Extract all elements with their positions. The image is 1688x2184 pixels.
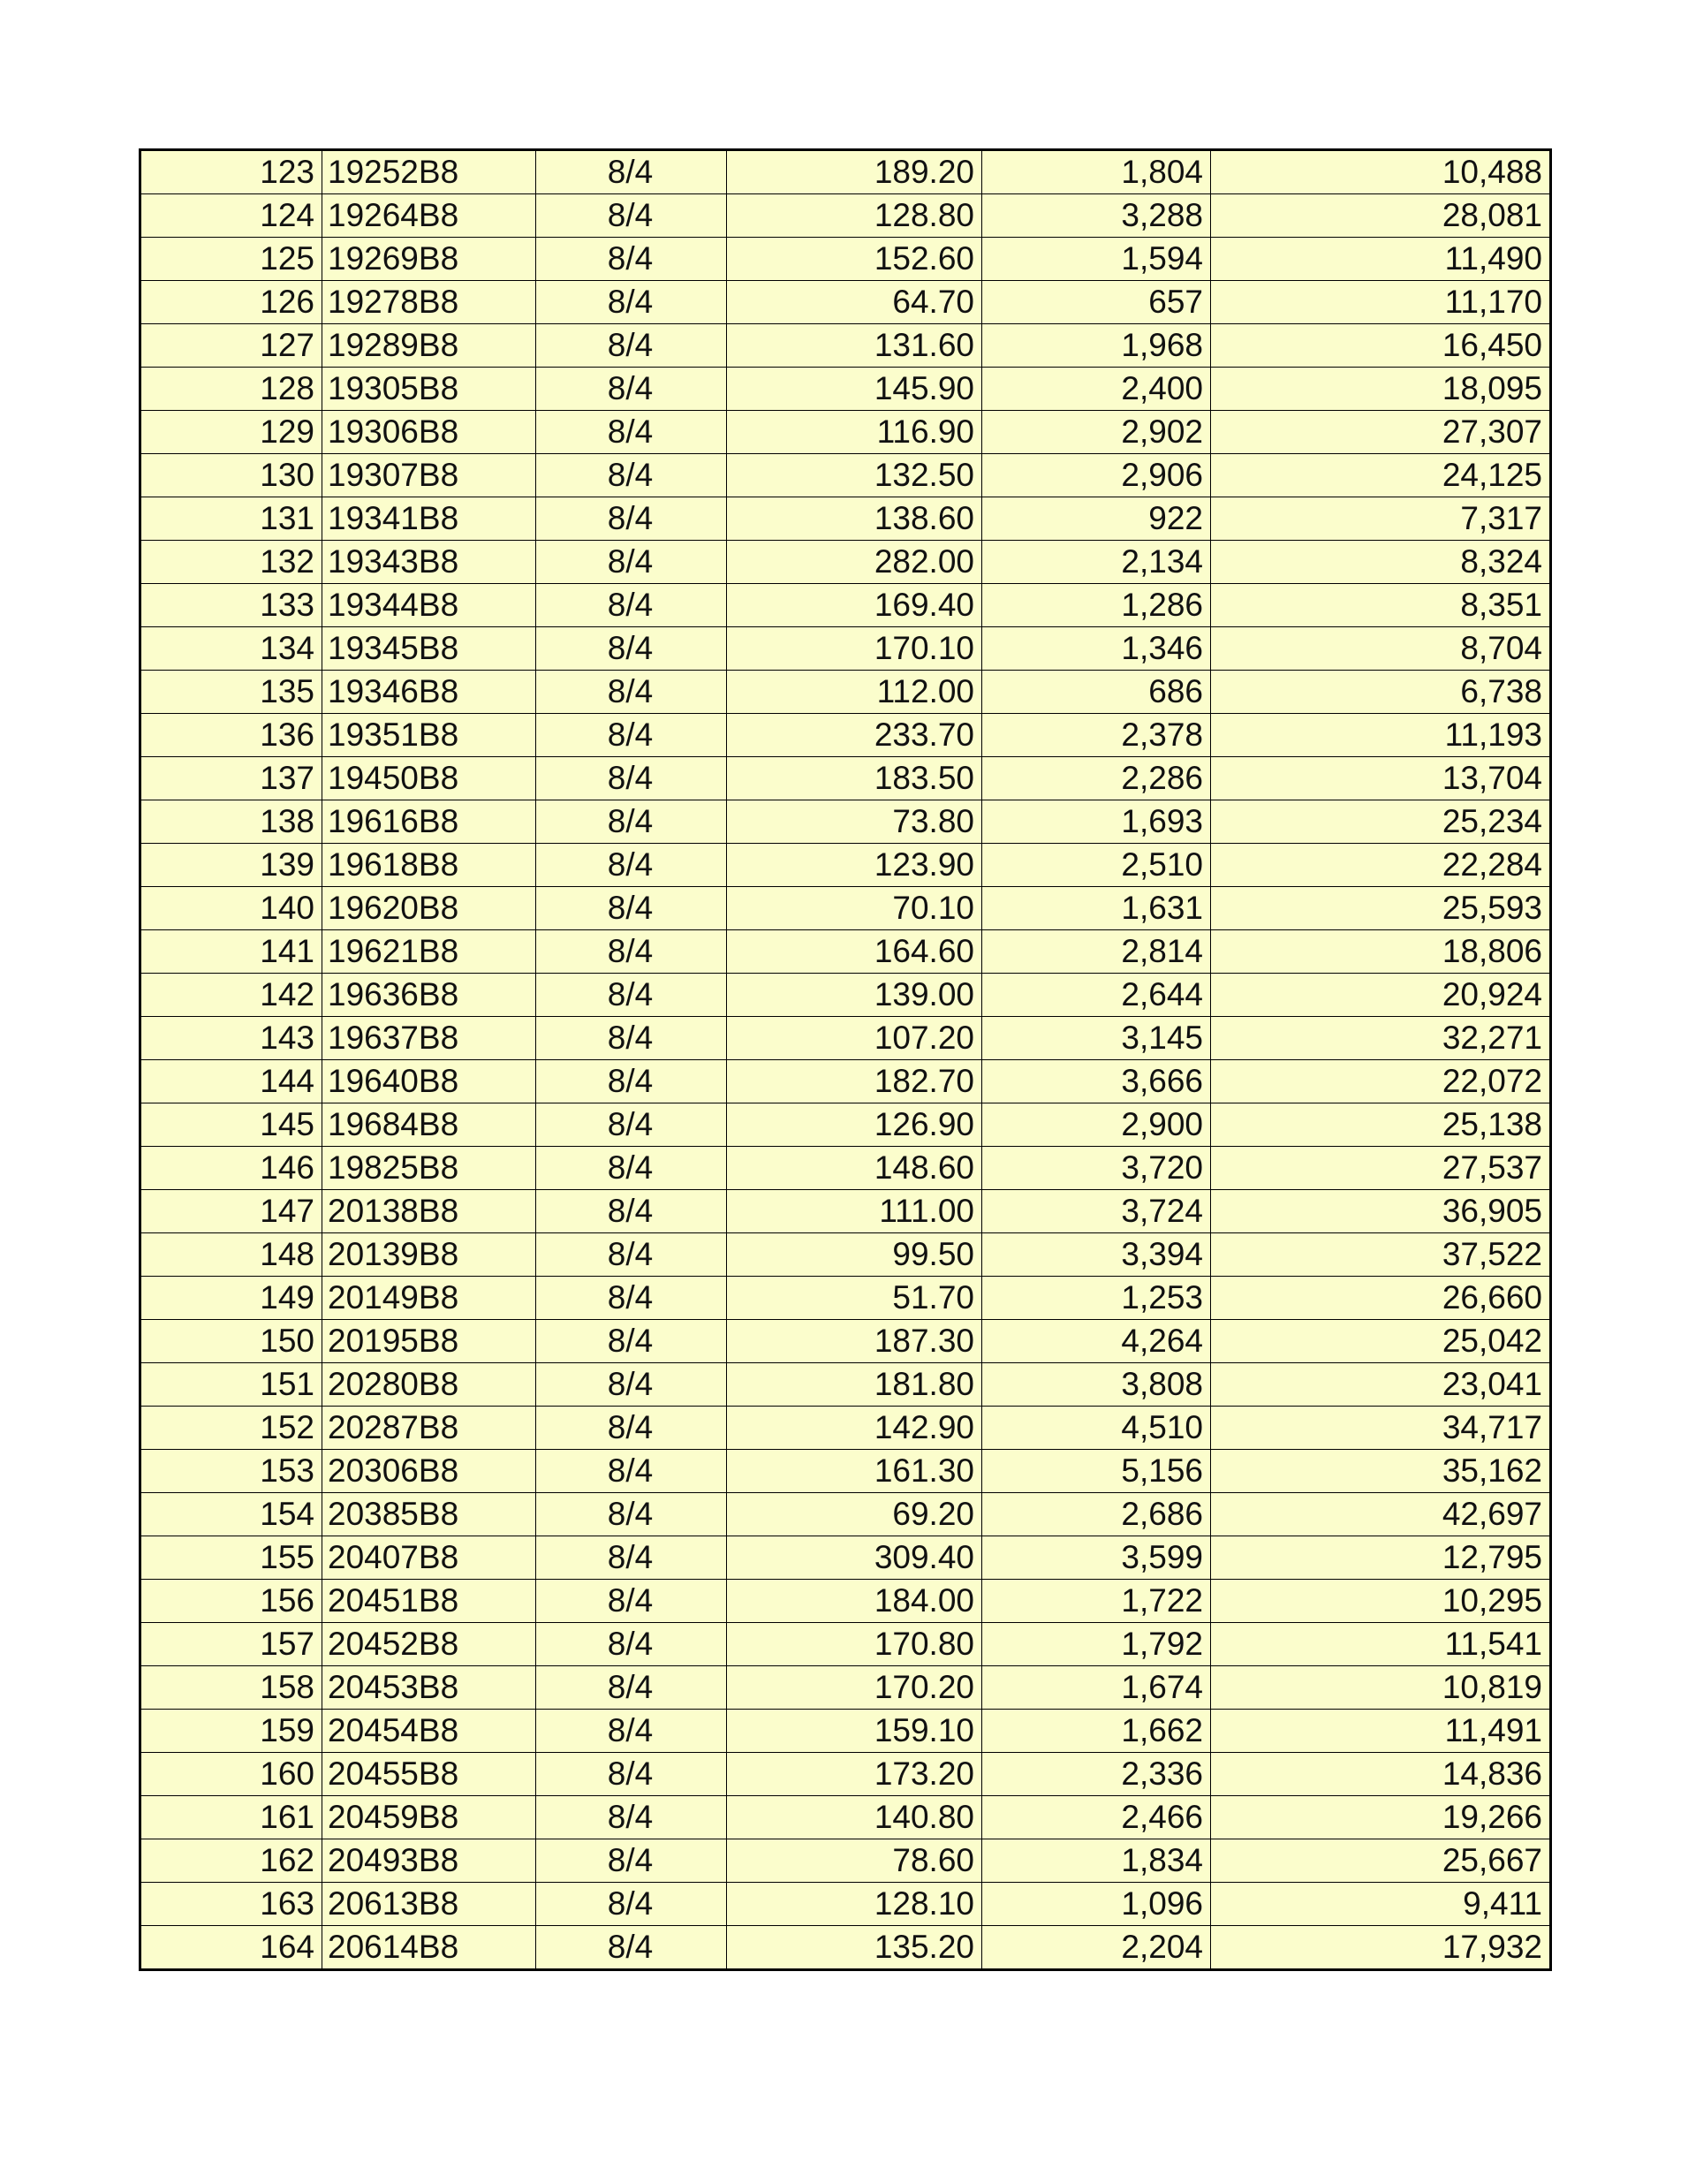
total-cell: 34,717 <box>1211 1407 1551 1450</box>
total-cell: 8,704 <box>1211 627 1551 671</box>
row-number-cell: 141 <box>140 930 322 974</box>
total-cell: 27,307 <box>1211 411 1551 454</box>
total-cell: 22,072 <box>1211 1060 1551 1103</box>
item-id-cell: 19684B8 <box>322 1103 536 1147</box>
table-row <box>140 1666 1551 1710</box>
item-id-cell: 19278B8 <box>322 281 536 324</box>
value-cell: 161.30 <box>727 1450 982 1493</box>
value-cell: 64.70 <box>727 281 982 324</box>
table-body <box>140 150 1551 1970</box>
row-number-cell: 156 <box>140 1580 322 1623</box>
total-cell: 23,041 <box>1211 1363 1551 1407</box>
grade-cell: 8/4 <box>536 1233 727 1277</box>
table-row <box>140 974 1551 1017</box>
row-number-cell: 131 <box>140 497 322 541</box>
quantity-cell: 2,900 <box>982 1103 1211 1147</box>
table-row <box>140 627 1551 671</box>
item-id-cell: 20385B8 <box>322 1493 536 1536</box>
quantity-cell: 2,906 <box>982 454 1211 497</box>
total-cell: 25,667 <box>1211 1839 1551 1883</box>
row-number-cell: 161 <box>140 1796 322 1839</box>
quantity-cell: 2,286 <box>982 757 1211 800</box>
row-number-cell: 160 <box>140 1753 322 1796</box>
total-cell: 7,317 <box>1211 497 1551 541</box>
grade-cell: 8/4 <box>536 757 727 800</box>
row-number-cell: 129 <box>140 411 322 454</box>
row-number-cell: 149 <box>140 1277 322 1320</box>
grade-cell: 8/4 <box>536 1147 727 1190</box>
table-row <box>140 1060 1551 1103</box>
grade-cell: 8/4 <box>536 584 727 627</box>
item-id-cell: 19620B8 <box>322 887 536 930</box>
value-cell: 183.50 <box>727 757 982 800</box>
grade-cell: 8/4 <box>536 887 727 930</box>
value-cell: 182.70 <box>727 1060 982 1103</box>
total-cell: 25,042 <box>1211 1320 1551 1363</box>
grade-cell: 8/4 <box>536 454 727 497</box>
table-row <box>140 497 1551 541</box>
value-cell: 123.90 <box>727 844 982 887</box>
row-number-cell: 135 <box>140 671 322 714</box>
table-row <box>140 1493 1551 1536</box>
quantity-cell: 3,599 <box>982 1536 1211 1580</box>
total-cell: 36,905 <box>1211 1190 1551 1233</box>
table-row <box>140 1536 1551 1580</box>
value-cell: 233.70 <box>727 714 982 757</box>
value-cell: 139.00 <box>727 974 982 1017</box>
value-cell: 138.60 <box>727 497 982 541</box>
value-cell: 126.90 <box>727 1103 982 1147</box>
quantity-cell: 3,666 <box>982 1060 1211 1103</box>
grade-cell: 8/4 <box>536 1536 727 1580</box>
total-cell: 10,295 <box>1211 1580 1551 1623</box>
total-cell: 26,660 <box>1211 1277 1551 1320</box>
total-cell: 16,450 <box>1211 324 1551 368</box>
grade-cell: 8/4 <box>536 324 727 368</box>
total-cell: 18,095 <box>1211 368 1551 411</box>
table-row <box>140 1320 1551 1363</box>
item-id-cell: 20287B8 <box>322 1407 536 1450</box>
quantity-cell: 5,156 <box>982 1450 1211 1493</box>
quantity-cell: 1,804 <box>982 150 1211 194</box>
item-id-cell: 20195B8 <box>322 1320 536 1363</box>
value-cell: 128.10 <box>727 1883 982 1926</box>
total-cell: 8,324 <box>1211 541 1551 584</box>
value-cell: 148.60 <box>727 1147 982 1190</box>
table-row <box>140 1623 1551 1666</box>
grade-cell: 8/4 <box>536 1753 727 1796</box>
quantity-cell: 1,693 <box>982 800 1211 844</box>
quantity-cell: 2,902 <box>982 411 1211 454</box>
total-cell: 9,411 <box>1211 1883 1551 1926</box>
grade-cell: 8/4 <box>536 930 727 974</box>
quantity-cell: 2,204 <box>982 1926 1211 1970</box>
item-id-cell: 19825B8 <box>322 1147 536 1190</box>
value-cell: 116.90 <box>727 411 982 454</box>
total-cell: 28,081 <box>1211 194 1551 238</box>
table-row <box>140 368 1551 411</box>
total-cell: 35,162 <box>1211 1450 1551 1493</box>
value-cell: 111.00 <box>727 1190 982 1233</box>
quantity-cell: 686 <box>982 671 1211 714</box>
table-row <box>140 1363 1551 1407</box>
quantity-cell: 2,400 <box>982 368 1211 411</box>
grade-cell: 8/4 <box>536 1796 727 1839</box>
quantity-cell: 2,510 <box>982 844 1211 887</box>
row-number-cell: 124 <box>140 194 322 238</box>
value-cell: 181.80 <box>727 1363 982 1407</box>
grade-cell: 8/4 <box>536 844 727 887</box>
row-number-cell: 146 <box>140 1147 322 1190</box>
value-cell: 69.20 <box>727 1493 982 1536</box>
table-row <box>140 1103 1551 1147</box>
table-row <box>140 1710 1551 1753</box>
grade-cell: 8/4 <box>536 150 727 194</box>
table-row <box>140 757 1551 800</box>
table-row <box>140 1277 1551 1320</box>
item-id-cell: 20138B8 <box>322 1190 536 1233</box>
table-row <box>140 1883 1551 1926</box>
grade-cell: 8/4 <box>536 411 727 454</box>
row-number-cell: 145 <box>140 1103 322 1147</box>
row-number-cell: 136 <box>140 714 322 757</box>
item-id-cell: 20139B8 <box>322 1233 536 1277</box>
grade-cell: 8/4 <box>536 1666 727 1710</box>
row-number-cell: 138 <box>140 800 322 844</box>
row-number-cell: 158 <box>140 1666 322 1710</box>
quantity-cell: 2,134 <box>982 541 1211 584</box>
item-id-cell: 19618B8 <box>322 844 536 887</box>
quantity-cell: 2,686 <box>982 1493 1211 1536</box>
quantity-cell: 2,378 <box>982 714 1211 757</box>
row-number-cell: 157 <box>140 1623 322 1666</box>
total-cell: 11,541 <box>1211 1623 1551 1666</box>
table-row <box>140 800 1551 844</box>
grade-cell: 8/4 <box>536 627 727 671</box>
item-id-cell: 19637B8 <box>322 1017 536 1060</box>
item-id-cell: 19636B8 <box>322 974 536 1017</box>
table-row <box>140 1190 1551 1233</box>
row-number-cell: 155 <box>140 1536 322 1580</box>
quantity-cell: 1,346 <box>982 627 1211 671</box>
grade-cell: 8/4 <box>536 281 727 324</box>
item-id-cell: 19289B8 <box>322 324 536 368</box>
row-number-cell: 150 <box>140 1320 322 1363</box>
grade-cell: 8/4 <box>536 1363 727 1407</box>
item-id-cell: 19252B8 <box>322 150 536 194</box>
quantity-cell: 3,808 <box>982 1363 1211 1407</box>
total-cell: 12,795 <box>1211 1536 1551 1580</box>
table-row <box>140 1147 1551 1190</box>
table-row <box>140 1450 1551 1493</box>
table-row <box>140 930 1551 974</box>
grade-cell: 8/4 <box>536 1407 727 1450</box>
quantity-cell: 2,814 <box>982 930 1211 974</box>
grade-cell: 8/4 <box>536 194 727 238</box>
total-cell: 25,138 <box>1211 1103 1551 1147</box>
quantity-cell: 1,286 <box>982 584 1211 627</box>
item-id-cell: 20453B8 <box>322 1666 536 1710</box>
item-id-cell: 19305B8 <box>322 368 536 411</box>
item-id-cell: 20459B8 <box>322 1796 536 1839</box>
value-cell: 145.90 <box>727 368 982 411</box>
item-id-cell: 19640B8 <box>322 1060 536 1103</box>
value-cell: 131.60 <box>727 324 982 368</box>
grade-cell: 8/4 <box>536 1190 727 1233</box>
item-id-cell: 19450B8 <box>322 757 536 800</box>
grade-cell: 8/4 <box>536 1580 727 1623</box>
value-cell: 159.10 <box>727 1710 982 1753</box>
row-number-cell: 126 <box>140 281 322 324</box>
item-id-cell: 19621B8 <box>322 930 536 974</box>
row-number-cell: 132 <box>140 541 322 584</box>
value-cell: 78.60 <box>727 1839 982 1883</box>
value-cell: 309.40 <box>727 1536 982 1580</box>
grade-cell: 8/4 <box>536 497 727 541</box>
item-id-cell: 20407B8 <box>322 1536 536 1580</box>
row-number-cell: 127 <box>140 324 322 368</box>
row-number-cell: 162 <box>140 1839 322 1883</box>
item-id-cell: 20613B8 <box>322 1883 536 1926</box>
value-cell: 164.60 <box>727 930 982 974</box>
value-cell: 112.00 <box>727 671 982 714</box>
value-cell: 99.50 <box>727 1233 982 1277</box>
row-number-cell: 143 <box>140 1017 322 1060</box>
quantity-cell: 3,288 <box>982 194 1211 238</box>
table-row <box>140 1839 1551 1883</box>
quantity-cell: 2,644 <box>982 974 1211 1017</box>
data-table <box>139 148 1552 1971</box>
row-number-cell: 123 <box>140 150 322 194</box>
quantity-cell: 1,792 <box>982 1623 1211 1666</box>
value-cell: 184.00 <box>727 1580 982 1623</box>
value-cell: 73.80 <box>727 800 982 844</box>
quantity-cell: 1,674 <box>982 1666 1211 1710</box>
table-row <box>140 1926 1551 1970</box>
quantity-cell: 1,662 <box>982 1710 1211 1753</box>
quantity-cell: 1,096 <box>982 1883 1211 1926</box>
grade-cell: 8/4 <box>536 1839 727 1883</box>
row-number-cell: 139 <box>140 844 322 887</box>
quantity-cell: 3,145 <box>982 1017 1211 1060</box>
grade-cell: 8/4 <box>536 1017 727 1060</box>
table-row <box>140 1233 1551 1277</box>
grade-cell: 8/4 <box>536 1320 727 1363</box>
item-id-cell: 19307B8 <box>322 454 536 497</box>
value-cell: 187.30 <box>727 1320 982 1363</box>
total-cell: 13,704 <box>1211 757 1551 800</box>
item-id-cell: 20454B8 <box>322 1710 536 1753</box>
row-number-cell: 159 <box>140 1710 322 1753</box>
row-number-cell: 134 <box>140 627 322 671</box>
quantity-cell: 1,253 <box>982 1277 1211 1320</box>
total-cell: 11,170 <box>1211 281 1551 324</box>
table-row <box>140 411 1551 454</box>
item-id-cell: 19269B8 <box>322 238 536 281</box>
table-row <box>140 238 1551 281</box>
total-cell: 19,266 <box>1211 1796 1551 1839</box>
row-number-cell: 164 <box>140 1926 322 1970</box>
value-cell: 170.20 <box>727 1666 982 1710</box>
value-cell: 189.20 <box>727 150 982 194</box>
row-number-cell: 147 <box>140 1190 322 1233</box>
quantity-cell: 3,720 <box>982 1147 1211 1190</box>
value-cell: 70.10 <box>727 887 982 930</box>
item-id-cell: 20451B8 <box>322 1580 536 1623</box>
table-row <box>140 887 1551 930</box>
table-row <box>140 541 1551 584</box>
row-number-cell: 144 <box>140 1060 322 1103</box>
table-row <box>140 1580 1551 1623</box>
item-id-cell: 20452B8 <box>322 1623 536 1666</box>
grade-cell: 8/4 <box>536 1883 727 1926</box>
row-number-cell: 154 <box>140 1493 322 1536</box>
row-number-cell: 130 <box>140 454 322 497</box>
row-number-cell: 151 <box>140 1363 322 1407</box>
grade-cell: 8/4 <box>536 974 727 1017</box>
table-row <box>140 454 1551 497</box>
quantity-cell: 1,834 <box>982 1839 1211 1883</box>
quantity-cell: 4,510 <box>982 1407 1211 1450</box>
row-number-cell: 140 <box>140 887 322 930</box>
value-cell: 282.00 <box>727 541 982 584</box>
quantity-cell: 3,724 <box>982 1190 1211 1233</box>
total-cell: 10,488 <box>1211 150 1551 194</box>
grade-cell: 8/4 <box>536 1926 727 1970</box>
row-number-cell: 153 <box>140 1450 322 1493</box>
row-number-cell: 152 <box>140 1407 322 1450</box>
item-id-cell: 20306B8 <box>322 1450 536 1493</box>
value-cell: 132.50 <box>727 454 982 497</box>
grade-cell: 8/4 <box>536 368 727 411</box>
value-cell: 140.80 <box>727 1796 982 1839</box>
quantity-cell: 657 <box>982 281 1211 324</box>
table-row <box>140 150 1551 194</box>
table-row <box>140 281 1551 324</box>
total-cell: 37,522 <box>1211 1233 1551 1277</box>
total-cell: 25,234 <box>1211 800 1551 844</box>
table-row <box>140 1017 1551 1060</box>
item-id-cell: 20455B8 <box>322 1753 536 1796</box>
grade-cell: 8/4 <box>536 800 727 844</box>
value-cell: 51.70 <box>727 1277 982 1320</box>
value-cell: 152.60 <box>727 238 982 281</box>
total-cell: 17,932 <box>1211 1926 1551 1970</box>
total-cell: 11,491 <box>1211 1710 1551 1753</box>
value-cell: 170.80 <box>727 1623 982 1666</box>
total-cell: 18,806 <box>1211 930 1551 974</box>
value-cell: 170.10 <box>727 627 982 671</box>
value-cell: 173.20 <box>727 1753 982 1796</box>
grade-cell: 8/4 <box>536 541 727 584</box>
item-id-cell: 19351B8 <box>322 714 536 757</box>
item-id-cell: 19341B8 <box>322 497 536 541</box>
total-cell: 10,819 <box>1211 1666 1551 1710</box>
value-cell: 169.40 <box>727 584 982 627</box>
item-id-cell: 20493B8 <box>322 1839 536 1883</box>
quantity-cell: 1,594 <box>982 238 1211 281</box>
item-id-cell: 19306B8 <box>322 411 536 454</box>
row-number-cell: 163 <box>140 1883 322 1926</box>
quantity-cell: 3,394 <box>982 1233 1211 1277</box>
table-row <box>140 844 1551 887</box>
quantity-cell: 4,264 <box>982 1320 1211 1363</box>
quantity-cell: 2,336 <box>982 1753 1211 1796</box>
row-number-cell: 125 <box>140 238 322 281</box>
quantity-cell: 2,466 <box>982 1796 1211 1839</box>
total-cell: 25,593 <box>1211 887 1551 930</box>
grade-cell: 8/4 <box>536 1623 727 1666</box>
value-cell: 128.80 <box>727 194 982 238</box>
grade-cell: 8/4 <box>536 1710 727 1753</box>
row-number-cell: 142 <box>140 974 322 1017</box>
item-id-cell: 20149B8 <box>322 1277 536 1320</box>
item-id-cell: 19345B8 <box>322 627 536 671</box>
grade-cell: 8/4 <box>536 671 727 714</box>
total-cell: 11,490 <box>1211 238 1551 281</box>
quantity-cell: 922 <box>982 497 1211 541</box>
total-cell: 8,351 <box>1211 584 1551 627</box>
total-cell: 24,125 <box>1211 454 1551 497</box>
quantity-cell: 1,631 <box>982 887 1211 930</box>
total-cell: 27,537 <box>1211 1147 1551 1190</box>
row-number-cell: 148 <box>140 1233 322 1277</box>
item-id-cell: 19616B8 <box>322 800 536 844</box>
item-id-cell: 19344B8 <box>322 584 536 627</box>
table-row <box>140 1753 1551 1796</box>
table-row <box>140 671 1551 714</box>
grade-cell: 8/4 <box>536 1450 727 1493</box>
item-id-cell: 20614B8 <box>322 1926 536 1970</box>
grade-cell: 8/4 <box>536 1060 727 1103</box>
item-id-cell: 20280B8 <box>322 1363 536 1407</box>
item-id-cell: 19346B8 <box>322 671 536 714</box>
table-row <box>140 1796 1551 1839</box>
table-row <box>140 714 1551 757</box>
grade-cell: 8/4 <box>536 714 727 757</box>
grade-cell: 8/4 <box>536 1493 727 1536</box>
table-row <box>140 194 1551 238</box>
quantity-cell: 1,722 <box>982 1580 1211 1623</box>
total-cell: 20,924 <box>1211 974 1551 1017</box>
table-row <box>140 324 1551 368</box>
total-cell: 14,836 <box>1211 1753 1551 1796</box>
row-number-cell: 133 <box>140 584 322 627</box>
item-id-cell: 19343B8 <box>322 541 536 584</box>
grade-cell: 8/4 <box>536 238 727 281</box>
total-cell: 6,738 <box>1211 671 1551 714</box>
table-row <box>140 584 1551 627</box>
total-cell: 22,284 <box>1211 844 1551 887</box>
grade-cell: 8/4 <box>536 1277 727 1320</box>
total-cell: 11,193 <box>1211 714 1551 757</box>
grade-cell: 8/4 <box>536 1103 727 1147</box>
value-cell: 142.90 <box>727 1407 982 1450</box>
item-id-cell: 19264B8 <box>322 194 536 238</box>
total-cell: 32,271 <box>1211 1017 1551 1060</box>
value-cell: 135.20 <box>727 1926 982 1970</box>
row-number-cell: 128 <box>140 368 322 411</box>
value-cell: 107.20 <box>727 1017 982 1060</box>
row-number-cell: 137 <box>140 757 322 800</box>
quantity-cell: 1,968 <box>982 324 1211 368</box>
table-row <box>140 1407 1551 1450</box>
total-cell: 42,697 <box>1211 1493 1551 1536</box>
